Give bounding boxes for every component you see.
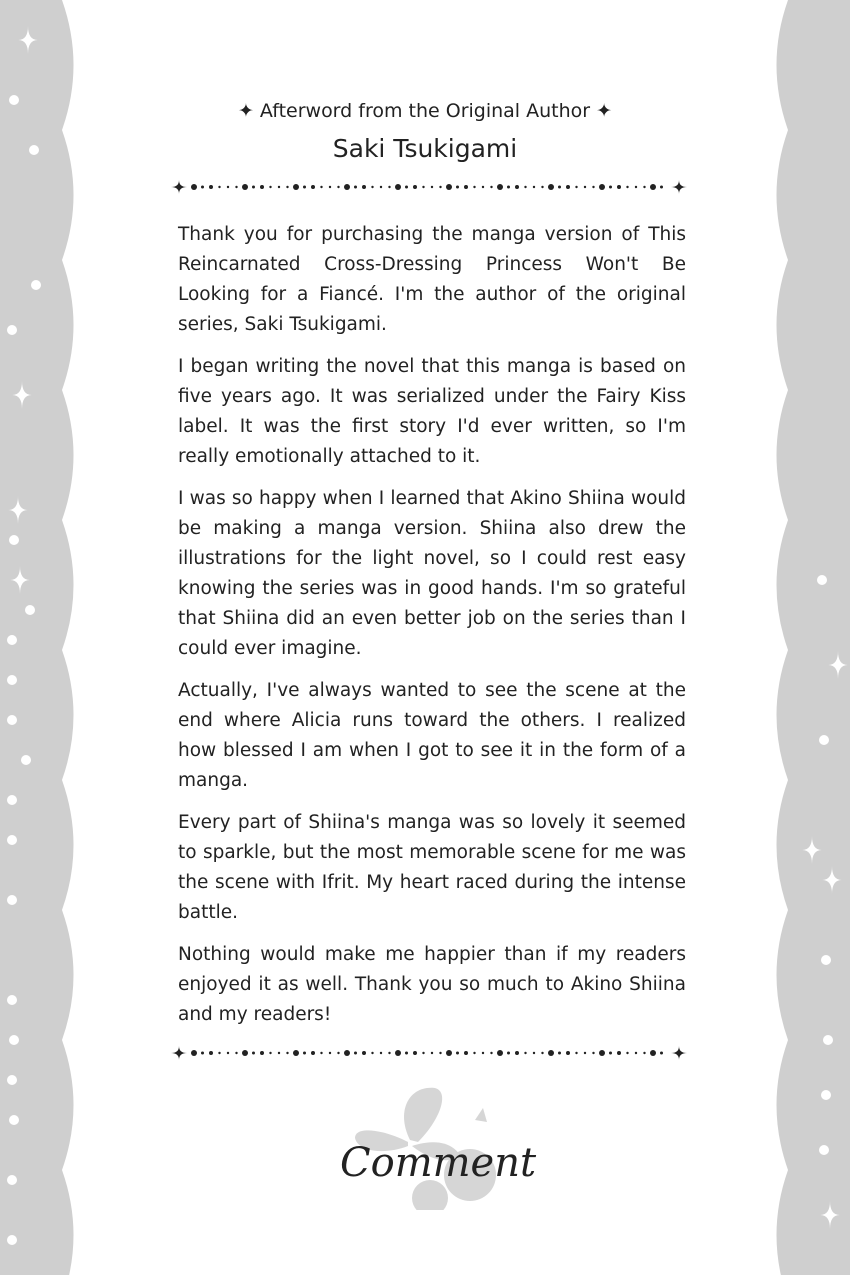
divider-dot xyxy=(515,185,519,189)
divider-dot xyxy=(643,1052,645,1054)
text-line: and my readers! xyxy=(178,1004,332,1025)
dot-decoration xyxy=(7,895,17,905)
text-line: Every part of Shiina's manga was so lovely it seemed xyxy=(178,812,686,833)
divider-dot xyxy=(533,186,535,188)
divider-dot xyxy=(362,1051,366,1055)
dot-decoration xyxy=(823,1035,833,1045)
divider-dot xyxy=(242,184,248,190)
divider-dot xyxy=(650,184,656,190)
divider-dot xyxy=(362,185,366,189)
divider-dot xyxy=(405,186,408,189)
divider-dot xyxy=(303,1052,306,1055)
text-line: I began writing the novel that this manga is based on xyxy=(178,356,686,377)
divider-dot xyxy=(337,1052,339,1054)
divider-dot xyxy=(278,1052,280,1054)
divider-dot xyxy=(320,186,322,188)
divider-dot xyxy=(650,1050,656,1056)
divider-dot xyxy=(439,1052,441,1054)
divider-dot xyxy=(413,185,417,189)
divider-dot xyxy=(395,184,401,190)
divider-dot xyxy=(626,1052,628,1054)
divider-dot xyxy=(533,1052,535,1054)
divider-dot xyxy=(490,186,492,188)
divider-dot xyxy=(497,1050,503,1056)
divider-dot xyxy=(311,185,315,189)
divider-dot xyxy=(541,186,543,188)
divider-dot xyxy=(446,1050,452,1056)
divider-dot xyxy=(252,1052,255,1055)
divider-dot xyxy=(235,1052,237,1054)
divider-dot xyxy=(584,186,586,188)
paragraph xyxy=(178,352,686,472)
divider-dot xyxy=(431,186,433,188)
divider-dot xyxy=(592,186,594,188)
text-line: Thank you for purchasing the manga version of This xyxy=(178,224,686,245)
divider-dot xyxy=(201,1052,204,1055)
divider-dot xyxy=(311,1051,315,1055)
dot-decoration xyxy=(7,1235,17,1245)
divider-dot xyxy=(660,186,663,189)
text-line: battle. xyxy=(178,902,238,923)
text-line: five years ago. It was serialized under the Fairy Kiss xyxy=(178,386,686,407)
divider-dot xyxy=(422,186,424,188)
dot-decoration xyxy=(7,1075,17,1085)
bottom-divider xyxy=(170,1045,688,1061)
paragraph xyxy=(178,808,686,928)
divider-dot xyxy=(558,1052,561,1055)
text-line: how blessed I am when I got to see it in the form of a xyxy=(178,740,686,761)
text-line: to sparkle, but the most memorable scene for me was xyxy=(178,842,686,863)
divider-dot xyxy=(609,1052,612,1055)
right-border xyxy=(777,0,850,1275)
divider-dot xyxy=(548,1050,554,1056)
text-line: Reincarnated Cross-Dressing Princess Won't Be xyxy=(178,254,686,275)
divider-dot xyxy=(626,186,628,188)
divider-dot xyxy=(524,1052,526,1054)
dot-decoration xyxy=(9,535,19,545)
text-line: knowing the series was in good hands. I'm so grateful xyxy=(178,578,686,599)
dot-decoration xyxy=(7,325,17,335)
afterword-subtitle: ✦ Afterword from the Original Author ✦ xyxy=(237,100,613,122)
divider-dot xyxy=(617,1051,621,1055)
text-line: Nothing would make me happier than if my readers xyxy=(178,944,686,965)
text-line: Looking for a Fiancé. I'm the author of the original xyxy=(178,284,686,305)
text-line: I was so happy when I learned that Akino Shiina would xyxy=(178,488,686,509)
star-icon xyxy=(671,1046,687,1060)
divider-dot xyxy=(227,186,229,188)
divider-dot xyxy=(635,1052,637,1054)
dot-decoration xyxy=(7,1175,17,1185)
divider-dot xyxy=(548,184,554,190)
divider-dot xyxy=(515,1051,519,1055)
divider-dot xyxy=(446,184,452,190)
divider-dot xyxy=(269,1052,271,1054)
dot-decoration xyxy=(25,605,35,615)
text-line: manga. xyxy=(178,770,249,791)
divider-dot xyxy=(227,1052,229,1054)
divider-dot xyxy=(218,1052,220,1054)
divider-dot xyxy=(371,186,373,188)
star-icon xyxy=(171,180,187,194)
divider-dot xyxy=(329,1052,331,1054)
dot-decoration xyxy=(7,795,17,805)
divider-dot xyxy=(507,1052,510,1055)
divider-dot xyxy=(643,186,645,188)
divider-dot xyxy=(329,186,331,188)
divider-dot xyxy=(431,1052,433,1054)
dot-decoration xyxy=(9,1035,19,1045)
divider-dot xyxy=(592,1052,594,1054)
divider-dot xyxy=(344,1050,350,1056)
divider-dot xyxy=(558,186,561,189)
text-line: be making a manga version. Shiina also drew the xyxy=(178,518,686,539)
divider-dot xyxy=(191,1050,197,1056)
divider-dot xyxy=(584,1052,586,1054)
divider-dot xyxy=(524,186,526,188)
divider-dot xyxy=(395,1050,401,1056)
text-line: Actually, I've always wanted to see the scene at the xyxy=(178,680,686,701)
divider-dot xyxy=(320,1052,322,1054)
divider-dot xyxy=(617,185,621,189)
divider-dot xyxy=(566,1051,570,1055)
divider-dot xyxy=(286,186,288,188)
divider-dot xyxy=(575,1052,577,1054)
divider-dot xyxy=(235,186,237,188)
dot-decoration xyxy=(9,1115,19,1125)
divider-dot xyxy=(541,1052,543,1054)
dot-decoration xyxy=(7,675,17,685)
divider-dot xyxy=(497,184,503,190)
top-divider xyxy=(170,179,688,195)
divider-dot xyxy=(482,186,484,188)
paragraph xyxy=(178,676,686,796)
divider-dot xyxy=(260,185,264,189)
text-line: could ever imagine. xyxy=(178,638,362,659)
dot-decoration xyxy=(21,755,31,765)
dot-decoration xyxy=(7,715,17,725)
divider-dot xyxy=(439,186,441,188)
divider-dot xyxy=(201,186,204,189)
divider-dot xyxy=(354,1052,357,1055)
divider-dot xyxy=(252,186,255,189)
divider-dot xyxy=(388,186,390,188)
dot-decoration xyxy=(7,635,17,645)
divider-dot xyxy=(218,186,220,188)
text-line: really emotionally attached to it. xyxy=(178,446,481,467)
afterword-body xyxy=(178,220,686,1042)
divider-dot xyxy=(293,184,299,190)
paragraph xyxy=(178,484,686,664)
divider-dot xyxy=(456,1052,459,1055)
divider-dot xyxy=(303,186,306,189)
divider-dot xyxy=(405,1052,408,1055)
text-line: illustrations for the light novel, so I could rest easy xyxy=(178,548,686,569)
divider-dot xyxy=(380,1052,382,1054)
author-name: Saki Tsukigami xyxy=(332,134,518,163)
star-icon xyxy=(171,1046,187,1060)
divider-dot xyxy=(388,1052,390,1054)
dot-decoration xyxy=(31,280,41,290)
divider-dot xyxy=(464,1051,468,1055)
comment-logo-text: Comment xyxy=(340,1140,537,1186)
text-line: series, Saki Tsukigami. xyxy=(178,314,387,335)
divider-dot xyxy=(464,185,468,189)
divider-dot xyxy=(575,186,577,188)
divider-dot xyxy=(209,185,213,189)
divider-dot xyxy=(242,1050,248,1056)
star-icon xyxy=(671,180,687,194)
divider-dot xyxy=(599,184,605,190)
divider-dot xyxy=(278,186,280,188)
divider-dot xyxy=(609,186,612,189)
divider-dot xyxy=(456,186,459,189)
divider-dot xyxy=(473,186,475,188)
divider-dot xyxy=(209,1051,213,1055)
divider-dot xyxy=(354,186,357,189)
divider-dot xyxy=(191,184,197,190)
dot-decoration xyxy=(819,735,829,745)
paragraph xyxy=(178,940,686,1030)
divider-dot xyxy=(344,184,350,190)
divider-dot xyxy=(566,185,570,189)
divider-dot xyxy=(286,1052,288,1054)
paragraph xyxy=(178,220,686,340)
divider-dot xyxy=(660,1052,663,1055)
dot-decoration xyxy=(7,835,17,845)
divider-dot xyxy=(482,1052,484,1054)
text-line: enjoyed it as well. Thank you so much to Akino Shiina xyxy=(178,974,686,995)
divider-dot xyxy=(599,1050,605,1056)
divider-dot xyxy=(269,186,271,188)
dot-decoration xyxy=(819,1145,829,1155)
text-line: label. It was the first story I'd ever written, so I'm xyxy=(178,416,686,437)
divider-dot xyxy=(507,186,510,189)
text-line: that Shiina did an even better job on the series than I xyxy=(178,608,686,629)
divider-dot xyxy=(473,1052,475,1054)
divider-dot xyxy=(380,186,382,188)
divider-dot xyxy=(293,1050,299,1056)
divider-dot xyxy=(371,1052,373,1054)
divider-dot xyxy=(490,1052,492,1054)
divider-dot xyxy=(422,1052,424,1054)
divider-dot xyxy=(260,1051,264,1055)
divider-dot xyxy=(337,186,339,188)
text-line: the scene with Ifrit. My heart raced during the intense xyxy=(178,872,686,893)
dot-decoration xyxy=(7,995,17,1005)
dot-decoration xyxy=(821,955,831,965)
divider-dot xyxy=(635,186,637,188)
dot-decoration xyxy=(821,1090,831,1100)
dot-decoration xyxy=(817,575,827,585)
divider-dot xyxy=(413,1051,417,1055)
text-line: end where Alicia runs toward the others. I realized xyxy=(178,710,686,731)
